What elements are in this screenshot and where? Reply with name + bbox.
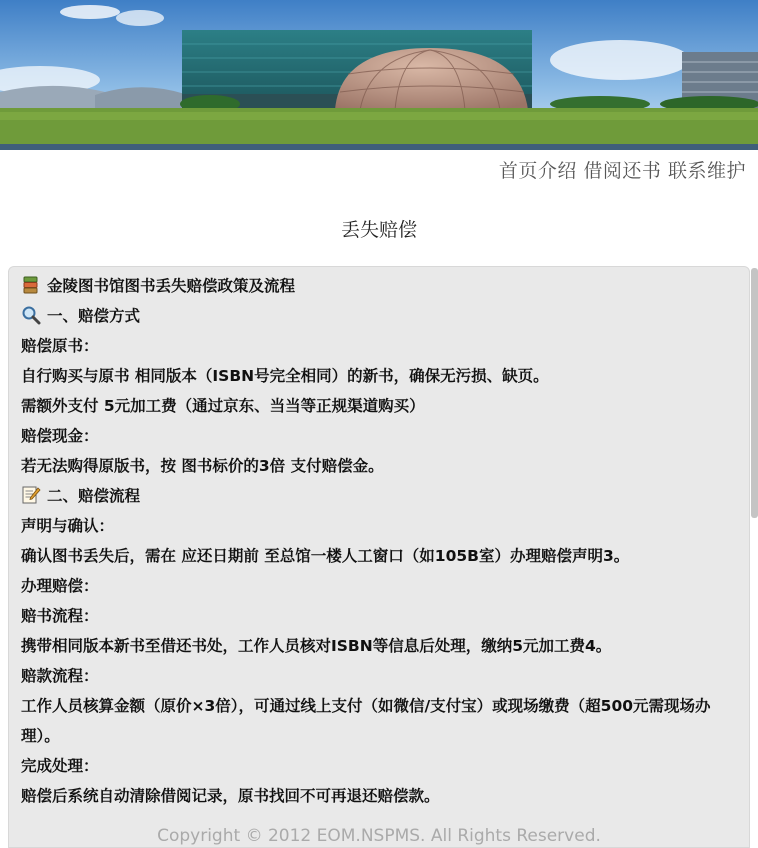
header-banner — [0, 0, 758, 150]
scrollbar[interactable] — [751, 268, 758, 518]
nav-maintain-link[interactable]: 维护 — [706, 160, 746, 182]
top-nav — [499, 156, 746, 183]
original-book-text-1: 自行购买与原书 相同版本（ISBN号完全相同）的新书，确保无污损、缺页。 — [21, 367, 549, 385]
section2-title — [21, 481, 747, 511]
nav-borrow-link[interactable]: 借阅 — [583, 160, 623, 182]
nav-intro-link[interactable]: 介绍 — [537, 160, 577, 182]
finish-text: 赔偿后系统自动清除借阅记录，原书找回不可再退还赔偿款。 — [21, 787, 440, 805]
nav-return-link[interactable]: 还书 — [622, 160, 662, 182]
books-icon — [21, 275, 41, 295]
memo-icon — [21, 485, 41, 505]
cash-label: 赔偿现金： — [21, 427, 99, 445]
nav-contact-link[interactable]: 联系 — [667, 160, 707, 182]
policy-content — [21, 271, 747, 811]
money-flow-text: 工作人员核算金额（原价×3倍），可通过线上支付（如微信/支付宝）或现场缴费（超500元需现场办理）。 — [21, 697, 711, 745]
declare-label: 声明与确认： — [21, 517, 115, 535]
original-book-label: 赔偿原书： — [21, 337, 99, 355]
book-flow-label: 赔书流程： — [21, 607, 99, 625]
cash-text: 若无法购得原版书，按 图书标价的3倍 支付赔偿金。 — [21, 457, 384, 475]
original-book-text-2: 需额外支付 5元加工费（通过京东、当当等正规渠道购买） — [21, 397, 425, 415]
section2-title-text: 二、赔偿流程 — [47, 487, 141, 505]
section1-title — [21, 301, 747, 331]
policy-panel — [8, 266, 750, 848]
magnifier-icon — [21, 305, 41, 325]
policy-heading — [21, 271, 747, 301]
section1-title-text: 一、赔偿方式 — [47, 307, 141, 325]
handle-label: 办理赔偿： — [21, 577, 99, 595]
finish-label: 完成处理： — [21, 757, 99, 775]
page-title: 丢失赔偿 — [340, 219, 417, 241]
book-flow-text: 携带相同版本新书至借还书处，工作人员核对ISBN等信息后处理，缴纳5元加工费4。 — [21, 637, 612, 655]
declare-text: 确认图书丢失后，需在 应还日期前 至总馆一楼人工窗口（如105B室）办理赔偿声明3。 — [21, 547, 630, 565]
policy-heading-text: 金陵图书馆图书丢失赔偿政策及流程 — [47, 277, 296, 295]
library-building-image — [0, 0, 758, 150]
copyright-footer: Copyright © 2012 EOM.NSPMS. All Rights Reserved. — [157, 826, 601, 846]
money-flow-label: 赔款流程： — [21, 667, 99, 685]
nav-home-link[interactable]: 首页 — [498, 160, 538, 182]
